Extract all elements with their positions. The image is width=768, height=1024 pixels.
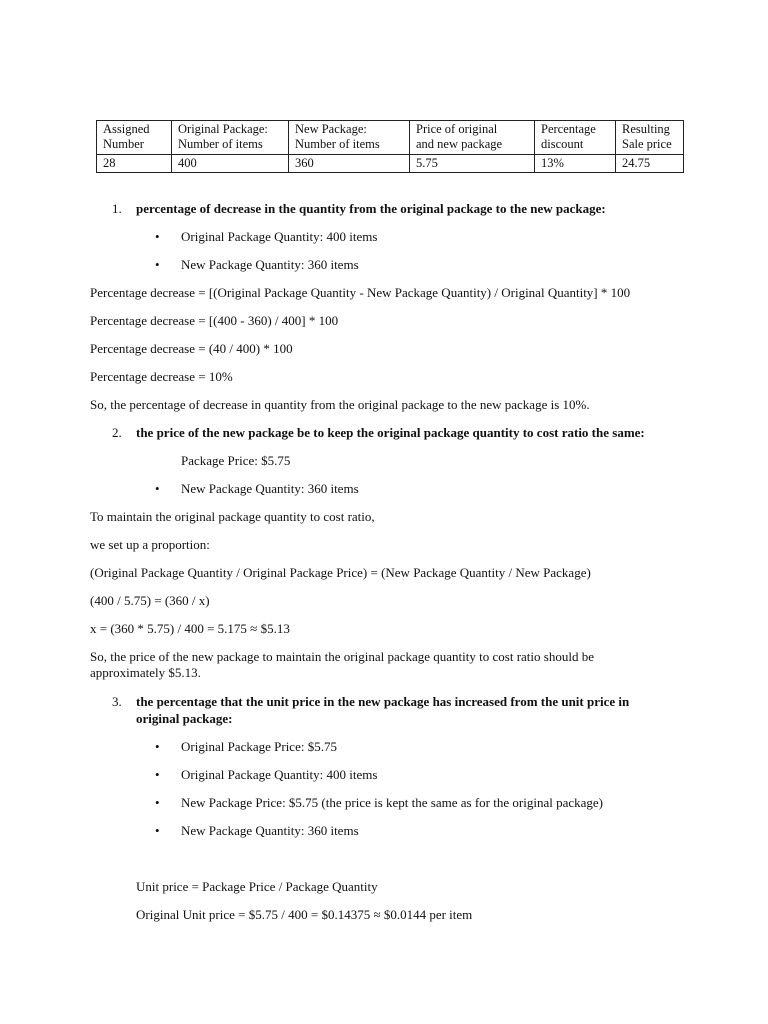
header-price: Price of original and new package xyxy=(410,121,535,155)
formula-line: Unit price = Package Price / Package Quantity xyxy=(136,879,378,894)
list-item: • Original Package Price: $5.75 xyxy=(155,739,337,754)
bullet-icon: • xyxy=(155,823,160,838)
body-line: we set up a proportion: xyxy=(90,537,210,552)
formula-line: (400 / 5.75) = (360 / x) xyxy=(90,593,210,608)
formula-line: Percentage decrease = 10% xyxy=(90,369,233,384)
formula-line: Percentage decrease = [(400 - 360) / 400] * 100 xyxy=(90,313,339,328)
table-cell: 13% xyxy=(535,155,616,173)
formula-line: (Original Package Quantity / Original Package Price) = (New Package Quantity / New Package) xyxy=(90,565,591,580)
question-2-heading: 2. the price of the new package be to keep the original package quantity to cost ratio the same: xyxy=(112,425,645,440)
header-sale-price: Resulting Sale price xyxy=(616,121,684,155)
package-price-line: Package Price: $5.75 xyxy=(181,453,291,468)
header-assigned-number: Assigned Number xyxy=(97,121,172,155)
table-cell: 28 xyxy=(97,155,172,173)
question-3-heading: 3. the percentage that the unit price in the new package has increased from the unit price in xyxy=(112,694,630,709)
question-1-heading: 1. percentage of decrease in the quantity from the original package to the new package: xyxy=(112,201,606,216)
table-header-row xyxy=(97,121,684,155)
list-item: • Original Package Quantity: 400 items xyxy=(155,767,378,782)
header-new-package: New Package: Number of items xyxy=(289,121,410,155)
formula-line: Percentage decrease = [(Original Package Quantity - New Package Quantity) / Original Quantity] * 100 xyxy=(90,285,631,300)
table-cell: 400 xyxy=(172,155,289,173)
table-cell: 360 xyxy=(289,155,410,173)
list-item: • New Package Quantity: 360 items xyxy=(155,823,359,838)
bullet-icon: • xyxy=(155,739,160,754)
bullet-icon: • xyxy=(155,767,160,782)
conclusion-line: So, the price of the new package to maintain the original package quantity to cost ratio should be xyxy=(90,649,594,664)
formula-line: Percentage decrease = (40 / 400) * 100 xyxy=(90,341,293,356)
body-line: To maintain the original package quantity to cost ratio, xyxy=(90,509,375,524)
header-discount: Percentage discount xyxy=(535,121,616,155)
question-3-heading-cont: original package: xyxy=(136,711,233,726)
bullet-icon: • xyxy=(155,229,160,244)
list-item: • New Package Quantity: 360 items xyxy=(155,257,359,272)
conclusion-line: So, the percentage of decrease in quantity from the original package to the new package is 10%. xyxy=(90,397,590,412)
table-row xyxy=(97,155,684,173)
table-cell: 5.75 xyxy=(410,155,535,173)
bullet-icon: • xyxy=(155,481,160,496)
bullet-icon: • xyxy=(155,257,160,272)
header-original-package: Original Package: Number of items xyxy=(172,121,289,155)
list-item: • Original Package Quantity: 400 items xyxy=(155,229,378,244)
list-item: • New Package Quantity: 360 items xyxy=(155,481,359,496)
formula-line: Original Unit price = $5.75 / 400 = $0.14375 ≈ $0.0144 per item xyxy=(136,907,473,922)
table-cell: 24.75 xyxy=(616,155,684,173)
conclusion-line: approximately $5.13. xyxy=(90,665,201,680)
list-item: • New Package Price: $5.75 (the price is kept the same as for the original package) xyxy=(155,795,603,810)
bullet-icon: • xyxy=(155,795,160,810)
assignment-table xyxy=(96,120,684,173)
formula-line: x = (360 * 5.75) / 400 = 5.175 ≈ $5.13 xyxy=(90,621,290,636)
